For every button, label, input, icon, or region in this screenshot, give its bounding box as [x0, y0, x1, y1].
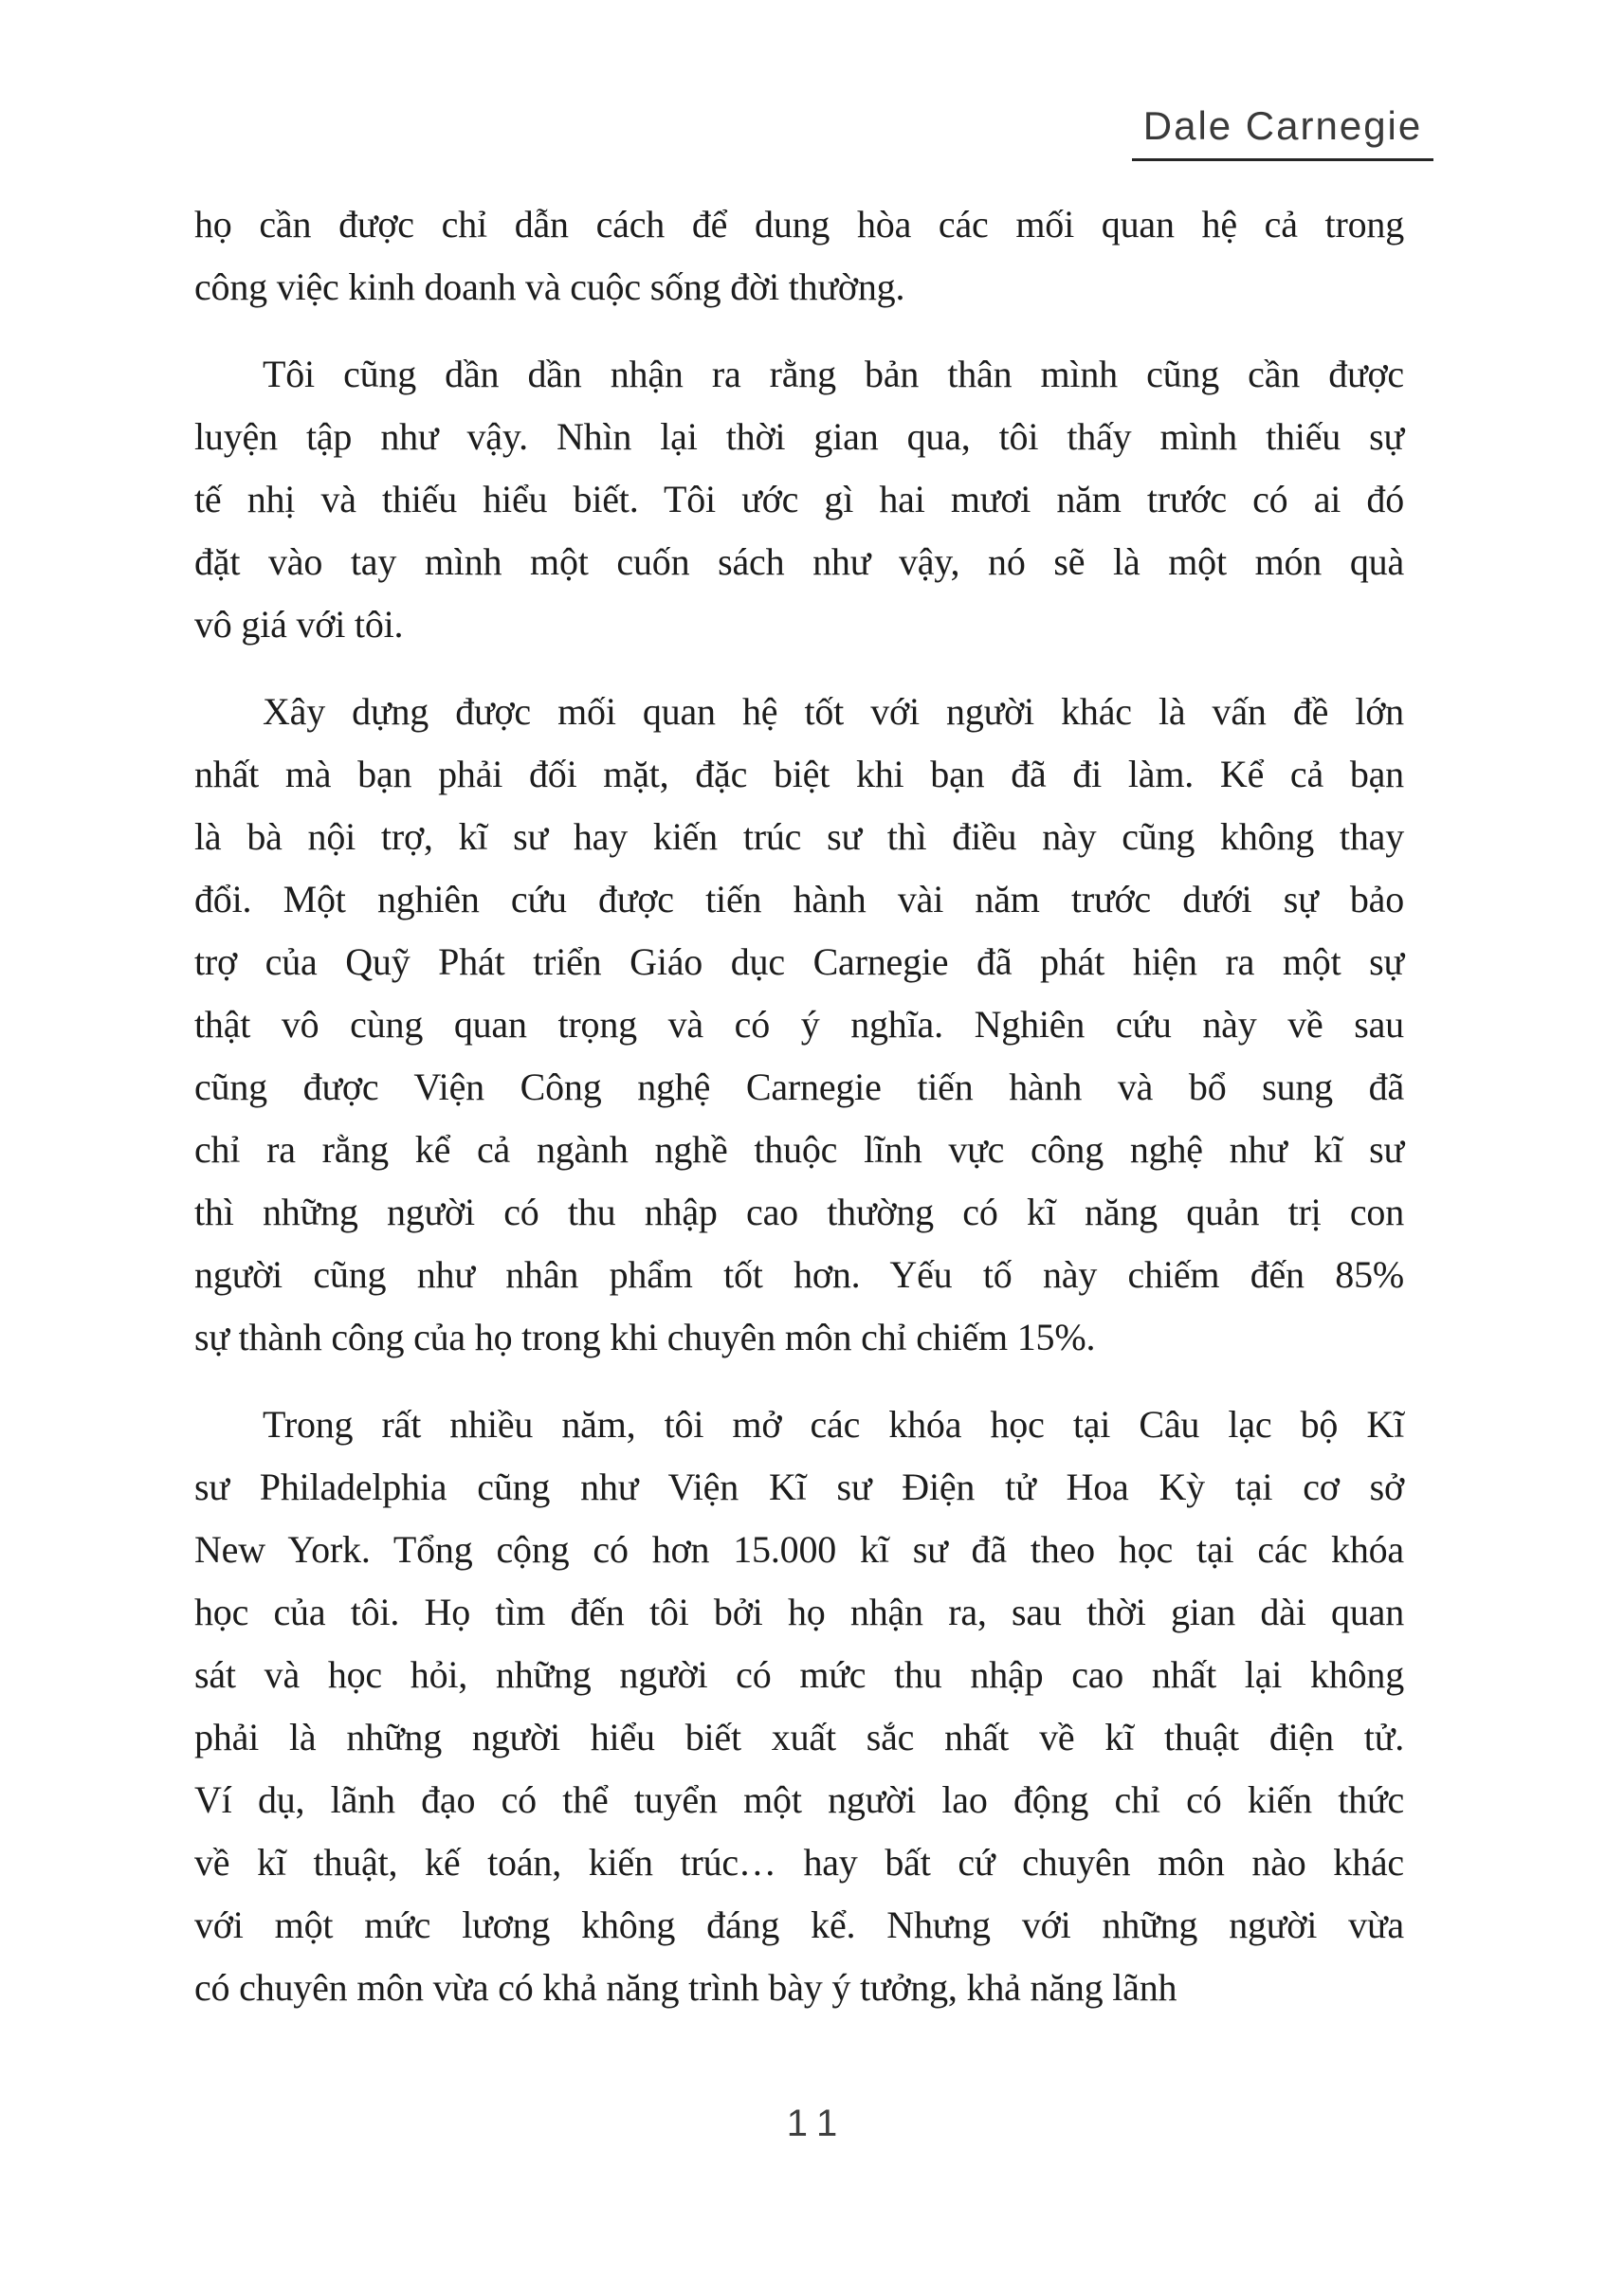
text-line: họ cần được chỉ dẫn cách để dung hòa các mối quan hệ cả trong — [194, 203, 1404, 246]
text-line: phải là những người hiểu biết xuất sắc nhất về kĩ thuật điện tử. — [194, 1716, 1404, 1758]
text-line: thật vô cùng quan trọng và có ý nghĩa. Nghiên cứu này về sau — [194, 1003, 1404, 1046]
text-line: sự thành công của họ trong khi chuyên môn chỉ chiếm 15%. — [194, 1316, 1096, 1358]
text-line: đổi. Một nghiên cứu được tiến hành vài năm trước dưới sự bảo — [194, 878, 1404, 920]
text-line: trợ của Quỹ Phát triển Giáo dục Carnegie đã phát hiện ra một sự — [194, 940, 1404, 983]
text-line: sát và học hỏi, những người có mức thu nhập cao nhất lại không — [194, 1653, 1404, 1696]
text-line: nhất mà bạn phải đối mặt, đặc biệt khi bạn đã đi làm. Kể cả bạn — [194, 753, 1404, 795]
paragraph — [194, 1393, 1404, 2019]
page-header — [1132, 104, 1433, 161]
text-line: tế nhị và thiếu hiểu biết. Tôi ước gì hai mươi năm trước có ai đó — [194, 478, 1404, 520]
text-line: cũng được Viện Công nghệ Carnegie tiến hành và bổ sung đã — [194, 1066, 1404, 1108]
header-rule — [1132, 158, 1433, 161]
text-line: chỉ ra rằng kể cả ngành nghề thuộc lĩnh vực công nghệ như kĩ sư — [194, 1128, 1404, 1171]
text-line: vô giá với tôi. — [194, 603, 404, 646]
text-line: học của tôi. Họ tìm đến tôi bởi họ nhận ra, sau thời gian dài quan — [194, 1591, 1404, 1633]
text-line: thì những người có thu nhập cao thường có kĩ năng quản trị con — [194, 1191, 1404, 1233]
text-line: đặt vào tay mình một cuốn sách như vậy, nó sẽ là một món quà — [194, 540, 1404, 583]
paragraph — [194, 193, 1404, 319]
text-line: là bà nội trợ, kĩ sư hay kiến trúc sư thì điều này cũng không thay — [194, 815, 1404, 858]
running-head-author: Dale Carnegie — [1142, 103, 1423, 148]
text-line: về kĩ thuật, kế toán, kiến trúc… hay bất cứ chuyên môn nào khác — [194, 1841, 1404, 1884]
text-line: Trong rất nhiều năm, tôi mở các khóa học tại Câu lạc bộ Kĩ — [263, 1403, 1404, 1446]
text-line: có chuyên môn vừa có khả năng trình bày ý tưởng, khả năng lãnh — [194, 1966, 1177, 2009]
text-line: Ví dụ, lãnh đạo có thể tuyển một người lao động chỉ có kiến thức — [194, 1778, 1404, 1821]
text-line: New York. Tổng cộng có hơn 15.000 kĩ sư đã theo học tại các khóa — [194, 1528, 1404, 1571]
text-line: với một mức lương không đáng kể. Nhưng với những người vừa — [194, 1903, 1404, 1946]
page-number: 11 — [786, 2103, 849, 2144]
text-line: người cũng như nhân phẩm tốt hơn. Yếu tố này chiếm đến 85% — [194, 1253, 1404, 1296]
text-line: luyện tập như vậy. Nhìn lại thời gian qua, tôi thấy mình thiếu sự — [194, 415, 1404, 458]
text-line: Xây dựng được mối quan hệ tốt với người khác là vấn đề lớn — [263, 690, 1404, 733]
paragraph — [194, 681, 1404, 1369]
page-footer — [0, 2101, 1624, 2146]
text-line: Tôi cũng dần dần nhận ra rằng bản thân mình cũng cần được — [263, 353, 1404, 395]
paragraph — [194, 343, 1404, 656]
text-line: công việc kinh doanh và cuộc sống đời thường. — [194, 265, 905, 308]
text-line: sư Philadelphia cũng như Viện Kĩ sư Điện tử Hoa Kỳ tại cơ sở — [194, 1466, 1404, 1508]
body-text — [194, 193, 1404, 2019]
